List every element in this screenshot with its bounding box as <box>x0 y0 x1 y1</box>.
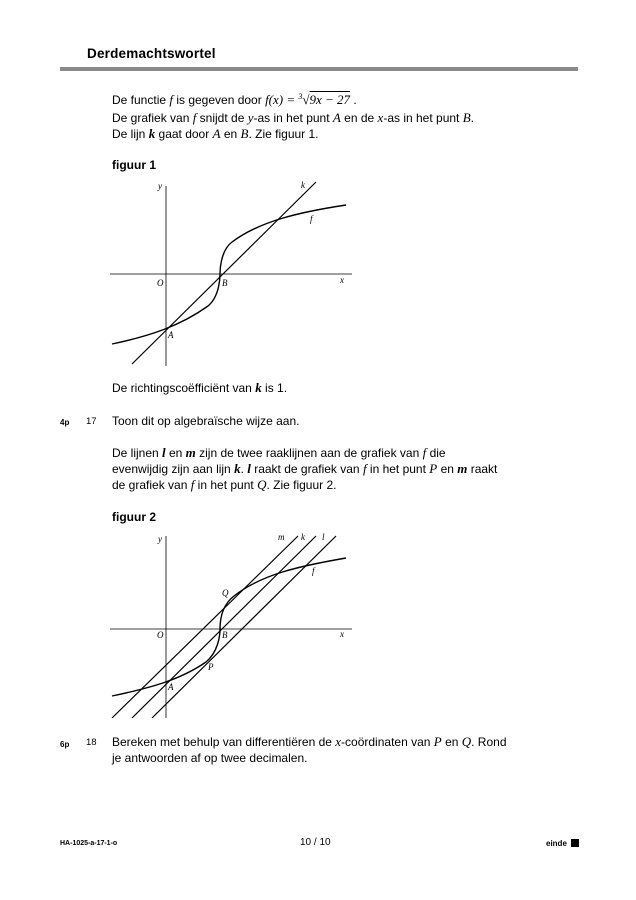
line-l-label: l <box>322 532 325 542</box>
q17-number: 17 <box>86 416 97 427</box>
math: Q <box>461 734 472 749</box>
text: . <box>353 93 357 107</box>
text: snijdt de <box>196 111 248 125</box>
math: f <box>190 477 195 492</box>
curve-f <box>112 205 346 344</box>
q17-text: Toon dit op algebraïsche wijze aan. <box>112 414 300 428</box>
line-k <box>132 536 316 718</box>
q18-number: 18 <box>86 737 97 748</box>
formula <box>265 92 350 107</box>
q17-points: 4p <box>60 418 70 427</box>
text: . Zie figuur 1. <box>248 127 319 141</box>
para2-line-1 <box>112 445 497 461</box>
text: Bereken met behulp van differentiëren de <box>112 735 336 749</box>
text: zijn de twee raaklijnen aan de grafiek van <box>195 446 423 460</box>
footer-page: 10 / 10 <box>300 837 331 848</box>
text: . Zie figuur 2. <box>266 478 337 492</box>
text: . Rond <box>471 735 507 749</box>
math: y <box>247 110 254 125</box>
line-l <box>152 536 336 718</box>
math: Q <box>257 477 267 492</box>
curve-f <box>112 558 346 696</box>
line-k-label: k <box>301 180 305 190</box>
math: l <box>162 445 166 460</box>
q18-points: 6p <box>60 740 70 749</box>
curve-f-label: f <box>312 566 315 576</box>
line-k <box>132 182 316 364</box>
formula-lhs: f(x) = <box>265 92 299 107</box>
text: De lijn <box>112 127 149 141</box>
text: . <box>240 462 248 476</box>
math: x <box>335 734 342 749</box>
end-square-icon <box>571 839 579 847</box>
math: k <box>148 126 156 141</box>
math: k <box>234 461 241 476</box>
footer-end-label: einde <box>546 839 567 848</box>
math: k <box>255 380 262 395</box>
q18-line-2: je antwoorden af op twee decimalen. <box>112 751 308 765</box>
point-P-label: P <box>208 662 214 672</box>
line-m <box>112 536 298 718</box>
math: B <box>240 126 249 141</box>
text: gaat door <box>155 127 213 141</box>
q18-line-1 <box>112 734 507 750</box>
text: -as in het punt <box>383 111 463 125</box>
line-k-label: k <box>301 532 305 542</box>
text: . <box>470 111 475 125</box>
text: De richtingscoëfficiënt van <box>112 381 256 395</box>
text: evenwijdig zijn aan lijn <box>112 462 235 476</box>
text: -as in het punt <box>253 111 333 125</box>
figure-2-label: figuur 2 <box>112 510 156 524</box>
para2-line-3 <box>112 477 497 493</box>
text: raakt de grafiek van <box>250 462 363 476</box>
origin-label: O <box>157 278 164 288</box>
math: l <box>247 461 251 476</box>
text: die <box>426 446 446 460</box>
point-A-label: A <box>168 330 174 340</box>
math: P <box>429 461 438 476</box>
axis-y-label: y <box>158 181 162 191</box>
text: en <box>437 462 458 476</box>
math: f <box>422 445 427 460</box>
text: in het punt <box>366 462 430 476</box>
text: in het punt <box>194 478 258 492</box>
line-m-label: m <box>278 532 285 542</box>
axis-y-label: y <box>158 534 162 544</box>
math: m <box>457 461 468 476</box>
statement <box>112 380 287 396</box>
root-index: 3 <box>298 92 303 101</box>
math: m <box>185 445 196 460</box>
page-title: Derdemachtswortel <box>87 46 216 61</box>
figure-1-label: figuur 1 <box>112 158 156 172</box>
math: A <box>212 126 221 141</box>
text: De grafiek van <box>112 111 193 125</box>
text: en <box>165 446 186 460</box>
text: is 1. <box>261 381 288 395</box>
text: en de <box>340 111 378 125</box>
radicand: 9x − 27 <box>309 92 351 107</box>
intro-line-3 <box>112 126 474 142</box>
q18-text <box>112 734 507 766</box>
text: de grafiek van <box>112 478 191 492</box>
point-B-label: B <box>222 278 228 288</box>
text: en <box>220 127 241 141</box>
figure-2 <box>100 528 360 718</box>
text: De functie <box>112 93 170 107</box>
text: raakt <box>467 462 498 476</box>
text: -coördinaten van <box>341 735 434 749</box>
footer-code: HA-1025-a-17-1-o <box>60 840 118 847</box>
math: f <box>362 461 367 476</box>
axis-x-label: x <box>340 629 344 639</box>
math: P <box>433 734 442 749</box>
math: x <box>377 110 384 125</box>
math-f: f <box>169 92 173 107</box>
axis-x-label: x <box>340 275 344 285</box>
point-Q-label: Q <box>222 588 229 598</box>
paragraph-2 <box>112 445 497 493</box>
header-rule <box>60 67 578 71</box>
text: is gegeven door <box>173 93 266 107</box>
intro-line-1 <box>112 92 474 110</box>
footer-end <box>546 839 579 848</box>
point-A-label: A <box>168 682 174 692</box>
curve-f-label: f <box>310 214 313 224</box>
text: De lijnen <box>112 446 163 460</box>
radical-sign: √ <box>302 92 310 107</box>
math: f <box>192 110 197 125</box>
intro-paragraph <box>112 92 474 142</box>
intro-line-2 <box>112 110 474 126</box>
figure-1 <box>100 176 360 366</box>
math: B <box>462 110 471 125</box>
point-B-label: B <box>222 630 228 640</box>
math: A <box>332 110 341 125</box>
origin-label: O <box>157 630 164 640</box>
para2-line-2 <box>112 461 497 477</box>
text: en <box>441 735 462 749</box>
